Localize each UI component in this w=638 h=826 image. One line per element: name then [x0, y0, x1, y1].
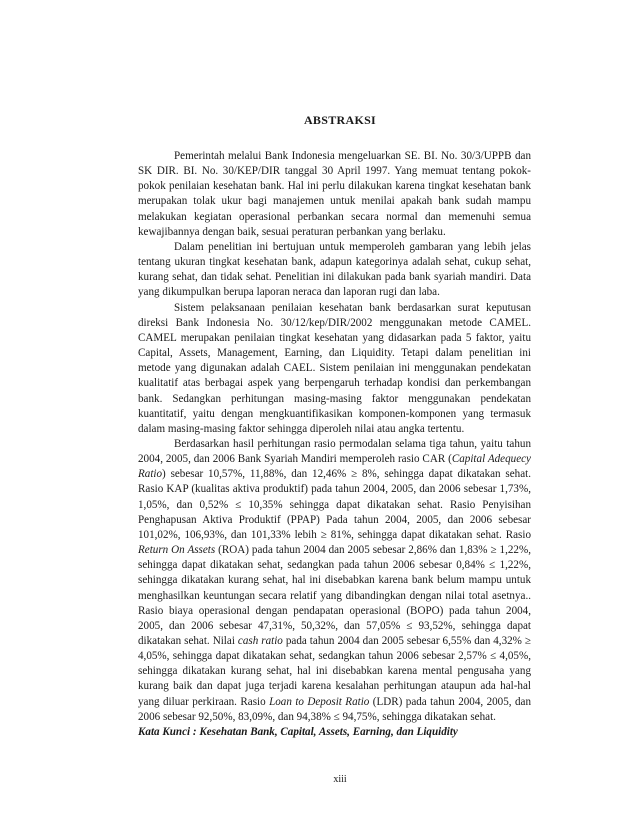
abstract-paragraph: [138, 149, 531, 240]
paragraph-text: pada tahun 2004 dan 2005 sebesar 6,55% dan 4,32% ≥ 4,05%, sehingga dapat dikatakan sehat, sedangkan tahun 2006 sebesar 2,57% ≤ 4,05%, sehingga dikatakan kurang sehat, hal ini disebabkan karena mental pengusaha yang kurang baik dan dapat juga terjadi karena kesalahan perhitungan ataupun ada hal-hal yang diluar perkiraan. Rasio: [138, 635, 532, 708]
page-number: xiii: [333, 774, 347, 785]
paragraph-text: Pemerintah melalui Bank Indonesia mengeluarkan SE. BI. No. 30/3/UPPB dan SK DIR. BI. No. 30/KEP/DIR tanggal 30 April 1997. Yang memuat tentang pokok-pokok penilaian kesehatan bank. Hal ini perlu dilakukan karena tingkat kesehatan bank merupakan tolak ukur bagi manajemen untuk menilai apakah bank sudah mampu melakukan kegiatan operasional perbankan secara normal dan memenuhi semua kewajibannya dengan baik, sesuai peraturan perbankan yang berlaku.: [138, 150, 531, 238]
italic-term: Capital Adequecy Ratio: [138, 453, 531, 481]
abstract-body: [138, 149, 531, 740]
keywords-line: Kata Kunci : Kesehatan Bank, Capital, Assets, Earning, dan Liquidity: [138, 725, 458, 738]
abstract-paragraph: [138, 240, 531, 301]
page-title: ABSTRAKSI: [303, 113, 377, 127]
paragraph-text: (LDR) pada tahun 2004, 2005, dan 2006 sebesar 92,50%, 83,09%, dan 94,38% ≤ 94,75%, sehingga dikatakan sehat.: [138, 695, 531, 723]
italic-term: cash ratio: [237, 635, 283, 647]
paragraph-text: Berdasarkan hasil perhitungan rasio permodalan selama tiga tahun, yaitu tahun 2004, 2005, dan 2006 Bank Syariah Mandiri memperoleh rasio CAR (: [138, 437, 531, 466]
paragraph-text: (ROA) pada tahun 2004 dan 2005 sebesar 2,86% dan 1,83% ≥ 1,22%, sehingga dapat dikatakan sehat, sedangkan pada tahun 2006 sebesar 0,84% ≤ 1,22%, sehingga dikatakan kurang sehat, hal ini disebabkan karena bank belum mampu untuk menghasilkan keuntungan secara relatif yang dibandingkan dengan nilai total asetnya.. Rasio biaya operasional dengan pendapatan operasional (BOPO) pada tahun 2004, 2005, dan 2006 sebesar 47,31%, 50,32%, dan 57,05% ≤ 93,52%, sehingga dapat dikatakan sehat. Nilai: [138, 544, 531, 647]
italic-term: Return On Assets: [138, 544, 216, 557]
abstract-paragraph: [138, 437, 531, 725]
abstract-paragraph: [138, 301, 531, 437]
abstract-paragraphs: [138, 149, 531, 725]
paragraph-text: ) sebesar 10,57%, 11,88%, dan 12,46% ≥ 8%, sehingga dapat dikatakan sehat. Rasio KAP (kualitas aktiva produktif) pada tahun 2004, 2005, dan 2006 sebesar 1,73%, 1,05%, dan 0,52% ≤ 10,35% sehingga dapat dikatakan sehat. Rasio Penyisihan Penghapusan Aktiva Produktif (PPAP) Pada tahun 2004, 2005, dan 2006 sebesar 101,02%, 106,93%, dan 101,33% lebih ≥ 81%, sehingga dapat dikatakan sehat. Rasio: [138, 468, 531, 541]
paragraph-text: Sistem pelaksanaan penilaian kesehatan bank berdasarkan surat keputusan direksi Bank Indonesia No. 30/12/kep/DIR/2002 menggunakan metode CAMEL. CAMEL merupakan penilaian tingkat kesehatan yang didasarkan pada 5 faktor, yaitu Capital, Assets, Management, Earning, dan Liquidity. Tetapi dalam penelitian ini metode yang digunakan adalah CAEL. Sistem penilaian ini menggunakan pendekatan kualitatif atas berbagai aspek yang berpengaruh terhadap kondisi dan perkembangan bank. Sedangkan perhitungan masing-masing faktor menggunakan pendekatan kuantitatif, yaitu dengan mengkuantifikasikan komponen-komponen yang termasuk dalam masing-masing faktor sehingga diperoleh nilai atau angka tertentu.: [138, 301, 531, 435]
paragraph-text: Dalam penelitian ini bertujuan untuk memperoleh gambaran yang lebih jelas tentang ukuran tingkat kesehatan bank, adapun kategorinya adalah sehat, cukup sehat, kurang sehat, dan tidak sehat. Penelitian ini dilakukan pada bank syariah mandiri. Data yang dikumpulkan berupa laporan neraca dan laporan rugi dan laba.: [138, 240, 531, 299]
italic-term: Loan to Deposit Ratio: [269, 695, 370, 708]
